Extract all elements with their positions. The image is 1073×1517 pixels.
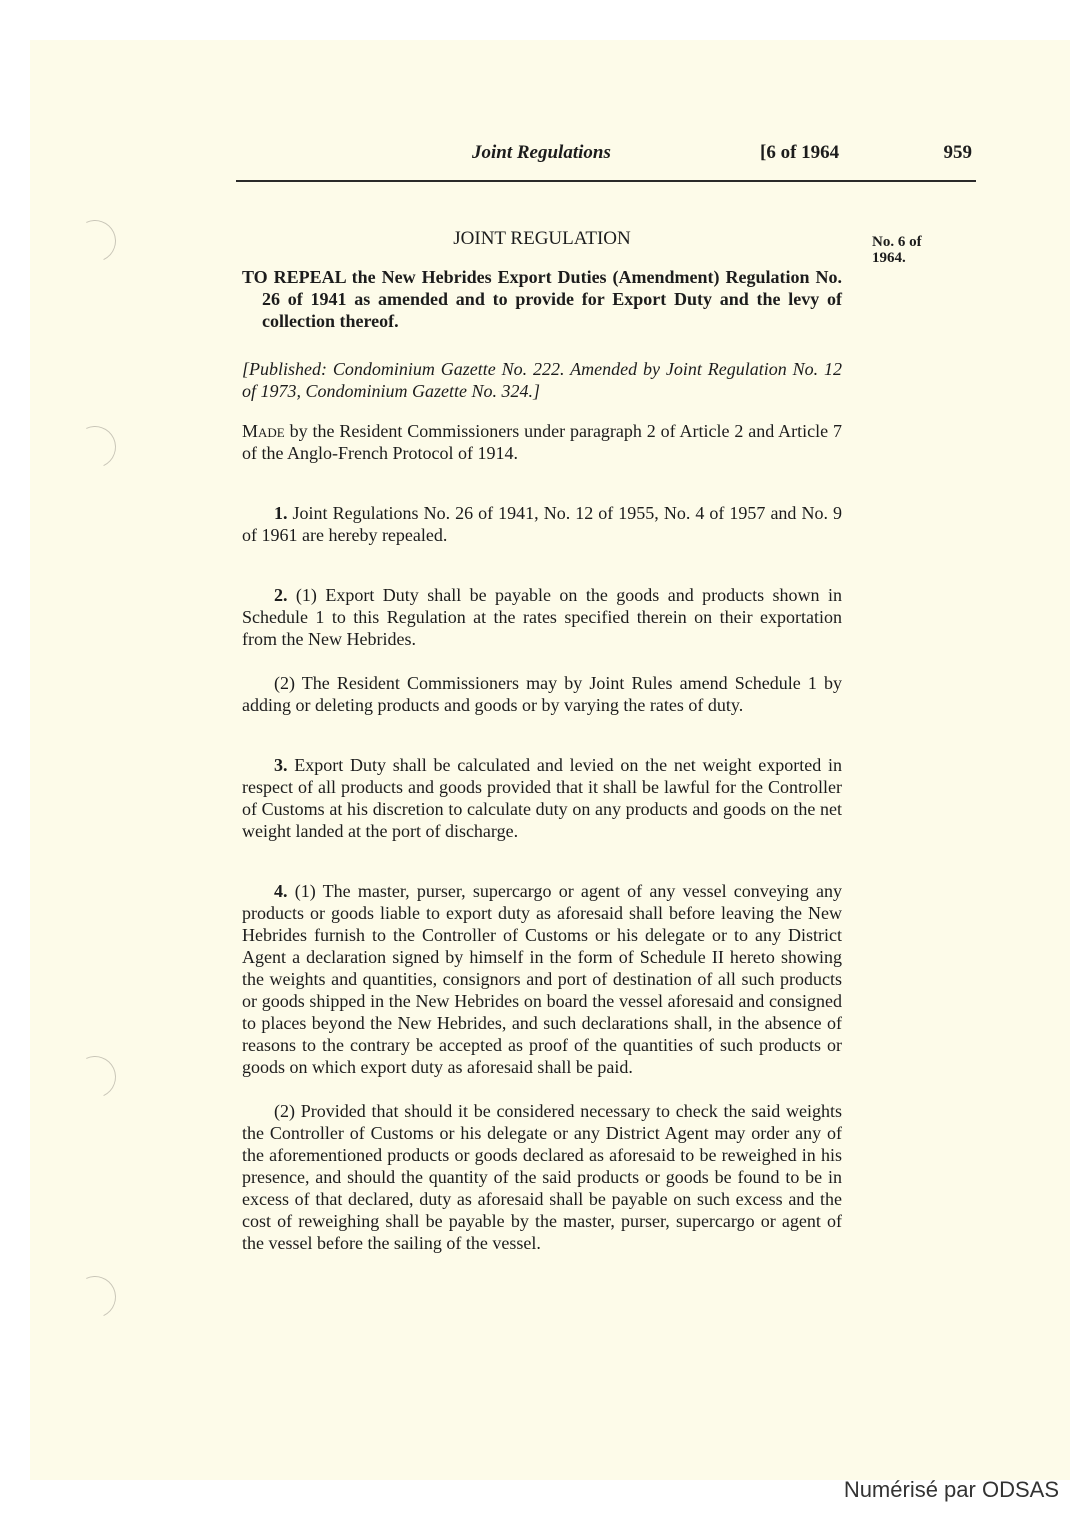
publication-note: [Published: Condominium Gazette No. 222. Amended by Joint Regulation No. 12 of 1973, Condominium Gazette No. 324.] bbox=[242, 359, 842, 401]
section-text: Export Duty shall be calculated and levied on the net weight exported in respect of all products and goods provided that it shall be lawful for the Controller of Customs at his discretion to calculate duty on any products and goods on the net weight landed at the port of discharge. bbox=[242, 755, 842, 841]
section-number: 4. bbox=[274, 881, 288, 901]
enactment-lead: Made bbox=[242, 421, 285, 441]
section-4-2 bbox=[242, 1100, 842, 1254]
section-2-2 bbox=[242, 672, 842, 716]
margin-note-line-2: 1964. bbox=[872, 250, 906, 266]
margin-note-line-1: No. 6 of bbox=[872, 234, 922, 250]
section-4-1 bbox=[242, 880, 842, 1078]
punch-hole-2 bbox=[68, 420, 122, 474]
header-reference: [6 of 1964 bbox=[760, 142, 840, 163]
section-number: 1. bbox=[274, 503, 288, 523]
section-text: (1) Export Duty shall be payable on the goods and products shown in Schedule 1 to this Regulation at the rates specified therein on their exportation from the New Hebrides. bbox=[242, 585, 842, 649]
header-title: Joint Regulations bbox=[472, 142, 611, 163]
section-2-1 bbox=[242, 584, 842, 650]
section-number: 3. bbox=[274, 755, 288, 775]
header-rule bbox=[236, 180, 976, 182]
document-heading: JOINT REGULATION bbox=[453, 228, 631, 249]
section-1 bbox=[242, 502, 842, 546]
repeal-title: TO REPEAL the New Hebrides Export Duties (Amendment) Regulation No. 26 of 1941 as amended and to provide for Export Duty and the levy of collection thereof. bbox=[242, 267, 842, 331]
punch-hole-4 bbox=[68, 1270, 122, 1324]
digitization-stamp: Numérisé par ODSAS bbox=[843, 1477, 1059, 1502]
enactment-clause bbox=[242, 420, 842, 464]
section-text: (1) The master, purser, supercargo or agent of any vessel conveying any products or goods liable to export duty as aforesaid shall before leaving the New Hebrides furnish to the Controller of Customs or his delegate or to any District Agent a declaration signed by himself in the form of Schedule II hereto showing the weights and quantities, consignors and port of destination of all such products or goods shipped in the New Hebrides on board the vessel aforesaid and consigned to places beyond the New Hebrides, and such declarations shall, in the absence of reasons to the contrary be accepted as proof of the quantities of such products or goods on which export duty as aforesaid shall be paid. bbox=[242, 881, 842, 1077]
enactment-text: by the Resident Commissioners under paragraph 2 of Article 2 and Article 7 of the Anglo-French Protocol of 1914. bbox=[242, 421, 842, 463]
running-header bbox=[240, 142, 980, 170]
page-number: 959 bbox=[943, 142, 972, 163]
section-text: Joint Regulations No. 26 of 1941, No. 12 of 1955, No. 4 of 1957 and No. 9 of 1961 are hereby repealed. bbox=[242, 503, 842, 545]
section-3 bbox=[242, 754, 842, 842]
document-body bbox=[242, 228, 842, 1276]
margin-note bbox=[872, 234, 952, 266]
punch-hole-1 bbox=[68, 214, 122, 268]
punch-hole-3 bbox=[68, 1050, 122, 1104]
section-number: 2. bbox=[274, 585, 288, 605]
section-text: (2) Provided that should it be considered necessary to check the said weights the Controller of Customs or his delegate or any District Agent may order any of the aforementioned products or goods declared as aforesaid to be reweighed in his presence, and should the quantity of the said products or goods be found to be in excess of that declared, duty as aforesaid shall be payable on such excess and the cost of reweighing shall be payable by the master, purser, supercargo or agent of the vessel before the sailing of the vessel. bbox=[242, 1101, 842, 1253]
section-text: (2) The Resident Commissioners may by Joint Rules amend Schedule 1 by adding or deleting products and goods or by varying the rates of duty. bbox=[242, 673, 842, 715]
